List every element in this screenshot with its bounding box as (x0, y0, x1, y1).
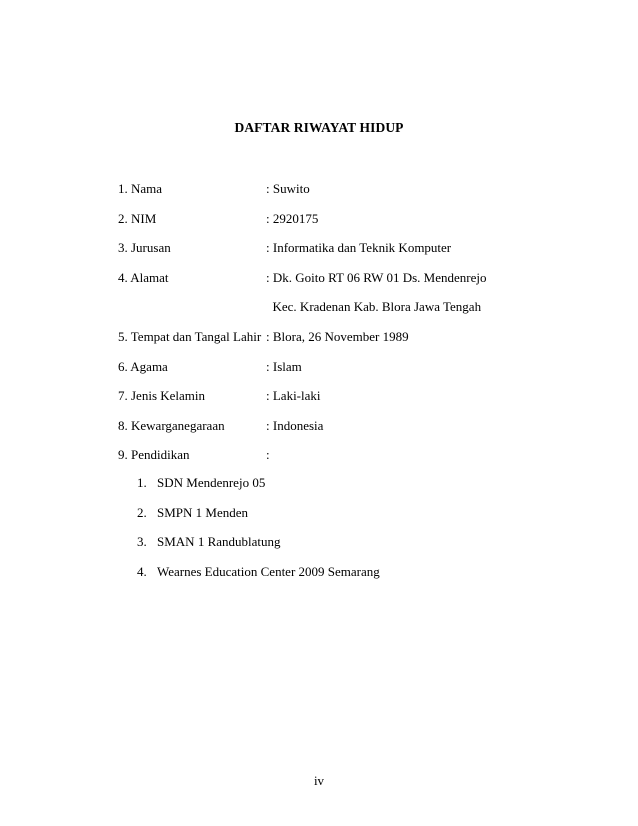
education-list (137, 475, 557, 593)
row-agama (118, 359, 598, 389)
row-label: 4. Alamat (118, 269, 169, 285)
biodata-list (118, 181, 598, 477)
row-label: 6. Agama (118, 358, 168, 374)
row-value: : Dk. Goito RT 06 RW 01 Ds. Mendenrejo (266, 269, 487, 285)
row-nim (118, 211, 598, 241)
row-jenis-kelamin (118, 388, 598, 418)
list-item-text: SDN Mendenrejo 05 (157, 475, 266, 490)
document-title: DAFTAR RIWAYAT HIDUP (234, 120, 404, 135)
list-item (137, 534, 557, 564)
row-pendidikan (118, 447, 598, 477)
row-jurusan (118, 240, 598, 270)
list-item-number: 1. (137, 475, 147, 490)
row-value: : Indonesia (266, 417, 324, 433)
list-item (137, 564, 557, 594)
row-alamat-continued (118, 299, 598, 329)
list-item (137, 505, 557, 535)
row-label: 8. Kewarganegaraan (118, 417, 225, 433)
list-item-text: SMAN 1 Randublatung (157, 534, 281, 550)
row-nama (118, 181, 598, 211)
page-number: iv (313, 773, 325, 788)
row-value: : Informatika dan Teknik Komputer (266, 240, 452, 256)
row-alamat (118, 270, 598, 300)
list-item-number: 2. (137, 504, 147, 520)
row-label: 5. Tempat dan Tangal Lahir (118, 328, 262, 344)
row-label: 9. Pendidikan (118, 447, 190, 463)
row-value: : 2920175 (266, 210, 319, 226)
row-label: 7. Jenis Kelamin (118, 388, 206, 404)
row-kewarganegaraan (118, 418, 598, 448)
row-value: : Blora, 26 November 1989 (266, 328, 409, 344)
row-label: 3. Jurusan (118, 240, 171, 256)
list-item (137, 475, 557, 505)
row-value: Kec. Kradenan Kab. Blora Jawa Tengah (266, 299, 482, 315)
list-item-text: SMPN 1 Menden (157, 504, 249, 520)
row-value: : Islam (266, 358, 302, 374)
row-label: 2. NIM (118, 210, 157, 226)
row-value: : Laki-laki (266, 388, 321, 404)
row-value: : (266, 447, 270, 463)
row-label: 1. Nama (118, 181, 163, 196)
row-value: : Suwito (266, 181, 310, 196)
list-item-number: 3. (137, 534, 147, 550)
list-item-text: Wearnes Education Center 2009 Semarang (157, 563, 380, 579)
list-item-number: 4. (137, 563, 147, 579)
row-tempat-tanggal-lahir (118, 329, 598, 359)
